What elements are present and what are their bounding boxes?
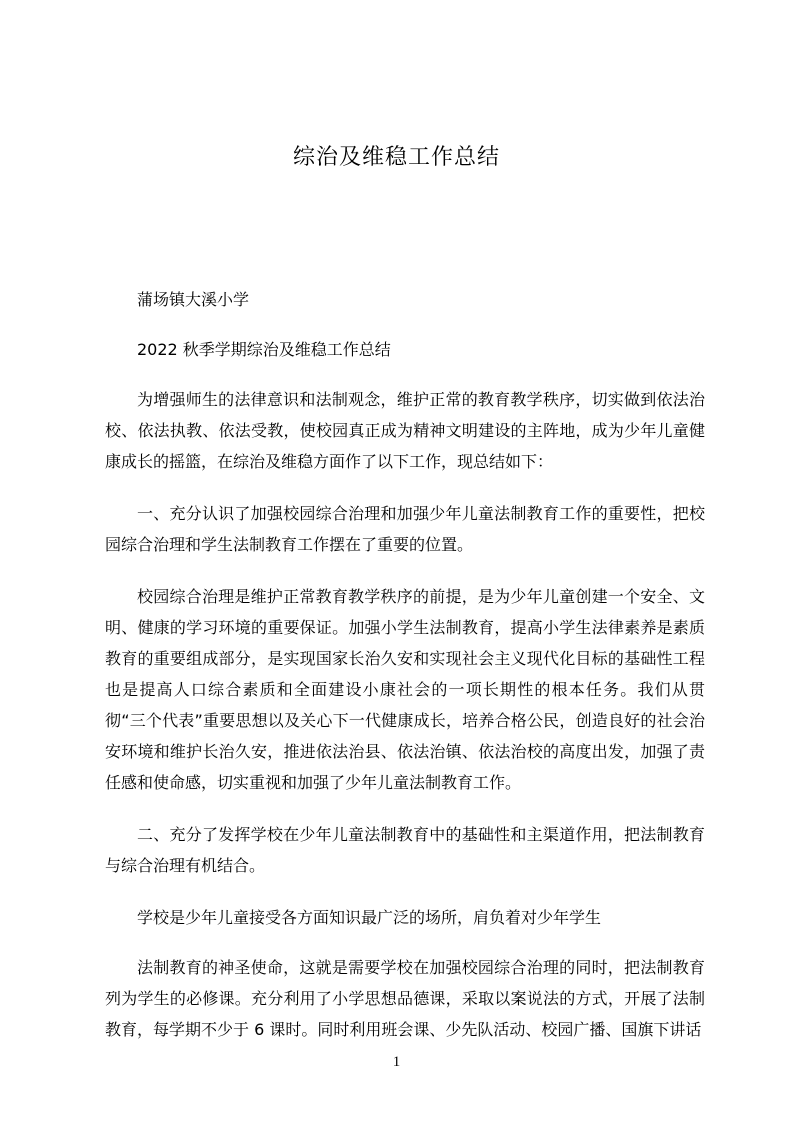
paragraph-body-2: 学校是少年儿童接受各方面知识最广泛的场所，肩负着对少年学生 — [137, 908, 602, 927]
document-title: 综治及维稳工作总结 — [292, 145, 500, 170]
paragraph-section-2: 二、充分了发挥学校在少年儿童法制教育中的基础性和主渠道作用，把法制教育与综合治理有机结合。 — [105, 825, 705, 875]
page-number: 1 — [392, 1054, 401, 1070]
report-subtitle: 2022 秋季学期综治及维稳工作总结 — [137, 340, 391, 359]
paragraph-intro: 为增强师生的法律意识和法制观念，维护正常的教育教学秩序，切实做到依法治校、依法执教、依法受教，使校园真正成为精神文明建设的主阵地，成为少年儿童健康成长的摇篮，在综治及维稳方面作了以下工作，现总结如下： — [105, 390, 705, 471]
school-name: 蒲场镇大溪小学 — [137, 290, 250, 309]
paragraph-section-1: 一、充分认识了加强校园综合治理和加强少年儿童法制教育工作的重要性，把校园综合治理和学生法制教育工作摆在了重要的位置。 — [105, 504, 705, 554]
paragraph-body-1: 校园综合治理是维护正常教育教学秩序的前提，是为少年儿童创建一个安全、文明、健康的学习环境的重要保证。加强小学生法制教育，提高小学生法律素养是素质教育的重要组成部分，是实现国家长治久安和实现社会主义现代化目标的基础性工程也是提高人口综合素质和全面建设小康社会的一项长期性的根本任务。我们从贯彻“三个代表”重要思想以及关心下一代健康成长，培养合格公民，创造良好的社会治安环境和维护长治久安，推进依法治县、依法治镇、依法治校的高度出发，加强了责任感和使命感，切实重视和加强了少年儿童法制教育工作。 — [105, 587, 705, 792]
paragraph-body-3: 法制教育的神圣使命，这就是需要学校在加强校园综合治理的同时，把法制教育列为学生的必修课。充分利用了小学思想品德课，采取以案说法的方式，开展了法制教育，每学期不少于 6 课时。同时利用班会课、少先队活动、校园广播、国旗下讲话 — [105, 958, 705, 1039]
document-body — [105, 284, 705, 1066]
